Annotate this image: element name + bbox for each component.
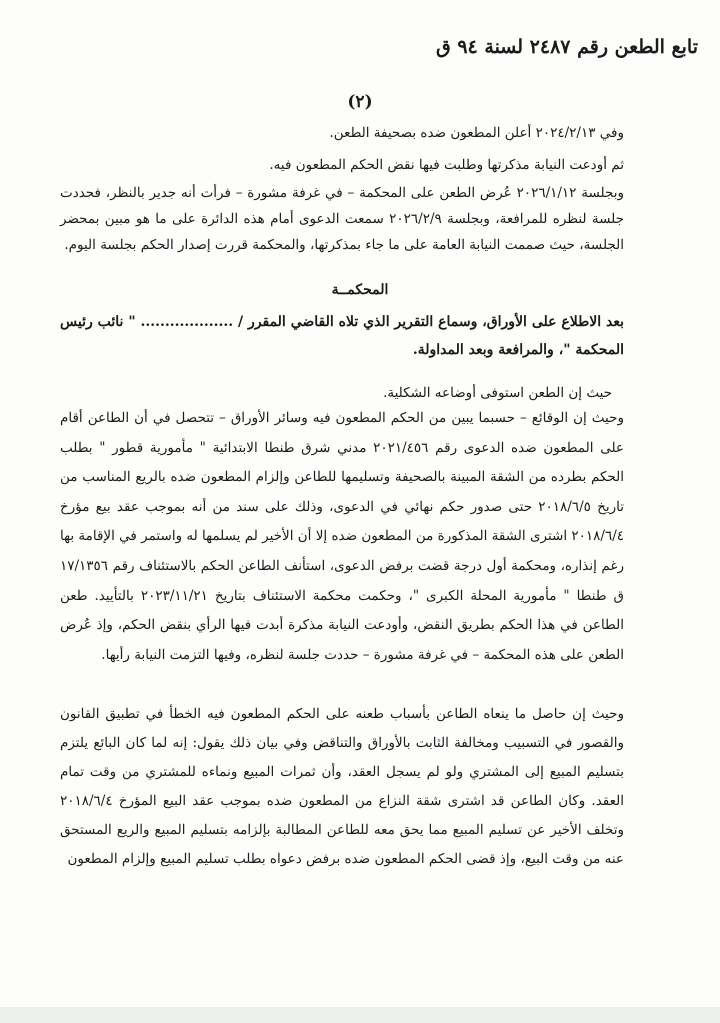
intro-paragraph: ثم أودعت النيابة مذكرتها وطلبت فيها نقض الحكم المطعون فيه.: [269, 157, 624, 173]
page-bottom-edge: [0, 1007, 720, 1023]
body-paragraph: وحيث إن الوقائع – حسبما يبين من الحكم المطعون فيه وسائر الأوراق – تتحصل في أن الطاعن أقام على المطعون ضده الدعوى رقم ٢٠٢١/٤٥٦ مدني شرق طنطا الابتدائية " مأمورية قطور " بطلب الحكم بطرده من الشقة المبينة بالصحيفة وتسليمها للطاعن وإلزام المطعون ضده بالريع المناسب من تاريخ ٢٠١٨/٦/٥ حتى صدور حكم نهائي في الدعوى، وذلك على سند من أنه بموجب عقد بيع مؤرخ ٢٠١٨/٦/٤ اشترى الشقة المذكورة من المطعون ضده إلا أن الأخير لم يسلمها له واستمر في الإقامة بها رغم إنذاره، ومحكمة أول درجة قضت برفض الدعوى، استأنف الطاعن الحكم بالاستئناف رقم ١٧/١٣٥٦ ق طنطا " مأمورية المحلة الكبرى "، وحكمت محكمة الاستئناف بتاريخ ٢٠٢٣/١١/٢١ بالتأييد. طعن الطاعن في هذا الحكم بطريق النقض، وأودعت النيابة مذكرة أبدت فيها الرأي بنقض الحكم، وإذ عُرض الطعن على هذه المحكمة – في غرفة مشورة – حددت جلسة لنظره، وفيها التزمت النيابة رأيها.: [60, 410, 624, 663]
case-header: تابع الطعن رقم ٢٤٨٧ لسنة ٩٤ ق: [435, 36, 698, 58]
section-title: المحكمــة: [331, 282, 389, 298]
intro-paragraph: وفي ٢٠٢٤/٢/١٣ أعلن المطعون ضده بصحيفة الطعن.: [329, 125, 624, 141]
body-paragraph: وحيث إن حاصل ما ينعاه الطاعن بأسباب طعنه على الحكم المطعون فيه الخطأ في تطبيق القانون والقصور في التسبيب ومخالفة الثابت بالأوراق والتناقض وفي بيان ذلك يقول: إنه لما كان البائع يلتزم بتسليم المبيع إلى المشتري ولو لم يسجل العقد، وأن ثمرات المبيع ونماءه للمشتري من وقت تمام العقد. وكان الطاعن قد اشترى شقة النزاع من المطعون ضده بموجب عقد البيع المؤرخ ٢٠١٨/٦/٤ وتخلف الأخير عن تسليم المبيع مما يحق معه للطاعن المطالبة بإلزامه بتسليم المبيع والريع المستحق عنه من وقت البيع، وإذ قضى الحكم المطعون ضده برفض دعواه بطلب تسليم المبيع وإلزام المطعون: [60, 706, 624, 867]
intro-paragraph: وبجلسة ٢٠٢٦/١/١٢ عُرض الطعن على المحكمة – في غرفة مشورة – فرأت أنه جدير بالنظر، فحددت جلسة لنظره للمرافعة، وبجلسة ٢٠٢٦/٢/٩ سمعت الدعوى أمام هذه الدائرة على ما هو مبين بمحضر الجلسة، حيث صممت النيابة العامة على ما جاء بمذكرتها، والمحكمة قررت إصدار الحكم بجلسة اليوم.: [60, 185, 624, 253]
court-opening-paragraph: بعد الاطلاع على الأوراق، وسماع التقرير الذي تلاه القاضي المقرر / ................... " نائب رئيس المحكمة "، والمرافعة وبعد المداولة.: [60, 314, 624, 358]
intro-block: [60, 120, 624, 258]
body-paragraph: حيث إن الطعن استوفى أوضاعه الشكلية.: [383, 385, 612, 401]
page-number: (٢): [347, 92, 373, 112]
